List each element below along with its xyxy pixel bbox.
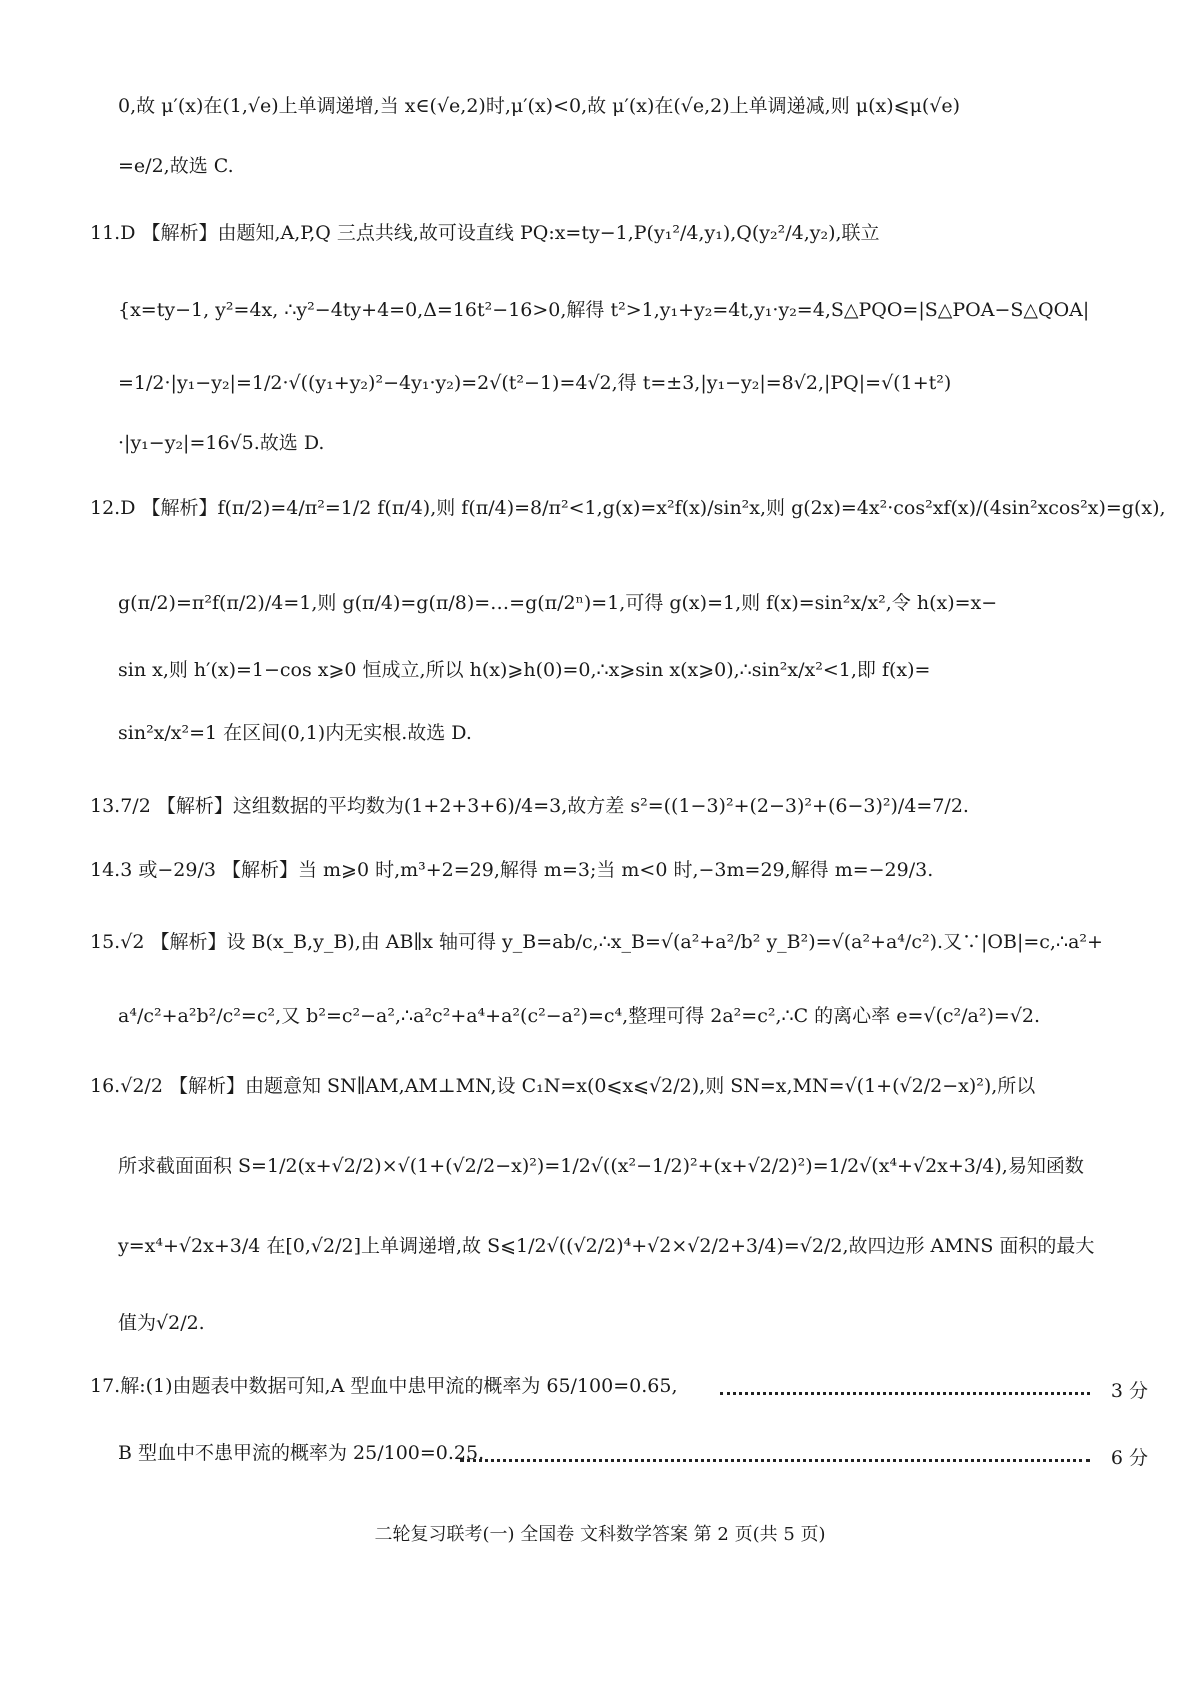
- text-line-20: B 型血中不患甲流的概率为 25/100=0.25.: [118, 1442, 485, 1464]
- text-line-4: {x=ty−1, y²=4x, ∴y²−4ty+4=0,Δ=16t²−16>0,解得 t²>1,y₁+y₂=4t,y₁·y₂=4,S△PQO=|S△POA−S△QOA|: [118, 299, 1090, 321]
- text-line-16: 所求截面面积 S=1/2(x+√2/2)×√(1+(√2/2−x)²)=1/2√((x²−1/2)²+(x+√2/2)²)=1/2√(x⁴+√2x+3/4),易知函数: [118, 1155, 1084, 1177]
- text-line-9: sin x,则 h′(x)=1−cos x⩾0 恒成立,所以 h(x)⩾h(0)=0,∴x⩾sin x(x⩾0),∴sin²x/x²<1,即 f(x)=: [118, 659, 931, 681]
- text-line-11: 13.7/2 【解析】这组数据的平均数为(1+2+3+6)/4=3,故方差 s²=((1−3)²+(2−3)²+(6−3)²)/4=7/2.: [90, 795, 969, 817]
- text-line-2: =e/2,故选 C.: [118, 155, 234, 177]
- dot-leader-1: [720, 1392, 1090, 1395]
- text-line-14: a⁴/c²+a²b²/c²=c²,又 b²=c²−a²,∴a²c²+a⁴+a²(c²−a²)=c⁴,整理可得 2a²=c²,∴C 的离心率 e=√(c²/a²)=√2.: [118, 1005, 1041, 1027]
- text-line-5: =1/2·|y₁−y₂|=1/2·√((y₁+y₂)²−4y₁·y₂)=2√(t²−1)=4√2,得 t=±3,|y₁−y₂|=8√2,|PQ|=√(1+t²): [118, 372, 952, 394]
- text-line-3: 11.D 【解析】由题知,A,P,Q 三点共线,故可设直线 PQ:x=ty−1,P(y₁²/4,y₁),Q(y₂²/4,y₂),联立: [90, 222, 880, 244]
- dot-leader-2: [460, 1459, 1090, 1462]
- text-line-10: sin²x/x²=1 在区间(0,1)内无实根.故选 D.: [118, 722, 472, 744]
- score-3: 3 分: [1110, 1380, 1148, 1402]
- text-line-13: 15.√2 【解析】设 B(x_B,y_B),由 AB∥x 轴可得 y_B=ab/c,∴x_B=√(a²+a²/b² y_B²)=√(a²+a⁴/c²).又∵|OB|=c,∴a²+: [90, 931, 1103, 953]
- text-line-6: ·|y₁−y₂|=16√5.故选 D.: [118, 432, 325, 454]
- text-line-7: 12.D 【解析】f(π/2)=4/π²=1/2 f(π/4),则 f(π/4)=8/π²<1,g(x)=x²f(x)/sin²x,则 g(2x)=4x²·cos²xf(x)/(4sin²xcos²x)=g(x),: [90, 497, 1166, 519]
- text-line-18: 值为√2/2.: [118, 1312, 205, 1334]
- text-line-19: 17.解:(1)由题表中数据可知,A 型血中患甲流的概率为 65/100=0.65,: [90, 1375, 678, 1397]
- text-line-17: y=x⁴+√2x+3/4 在[0,√2/2]上单调递增,故 S⩽1/2√((√2/2)⁴+√2×√2/2+3/4)=√2/2,故四边形 AMNS 面积的最大: [118, 1235, 1095, 1257]
- text-line-12: 14.3 或−29/3 【解析】当 m⩾0 时,m³+2=29,解得 m=3;当 m<0 时,−3m=29,解得 m=−29/3.: [90, 859, 934, 881]
- page-footer: 二轮复习联考(一) 全国卷 文科数学答案 第 2 页(共 5 页): [374, 1524, 826, 1545]
- text-line-8: g(π/2)=π²f(π/2)/4=1,则 g(π/4)=g(π/8)=…=g(π/2ⁿ)=1,可得 g(x)=1,则 f(x)=sin²x/x²,令 h(x)=x−: [118, 592, 998, 614]
- score-6: 6 分: [1110, 1447, 1148, 1469]
- text-line-15: 16.√2/2 【解析】由题意知 SN∥AM,AM⊥MN,设 C₁N=x(0⩽x⩽√2/2),则 SN=x,MN=√(1+(√2/2−x)²),所以: [90, 1075, 1036, 1097]
- text-line-1: 0,故 μ′(x)在(1,√e)上单调递增,当 x∈(√e,2)时,μ′(x)<0,故 μ′(x)在(√e,2)上单调递减,则 μ(x)⩽μ(√e): [118, 95, 961, 117]
